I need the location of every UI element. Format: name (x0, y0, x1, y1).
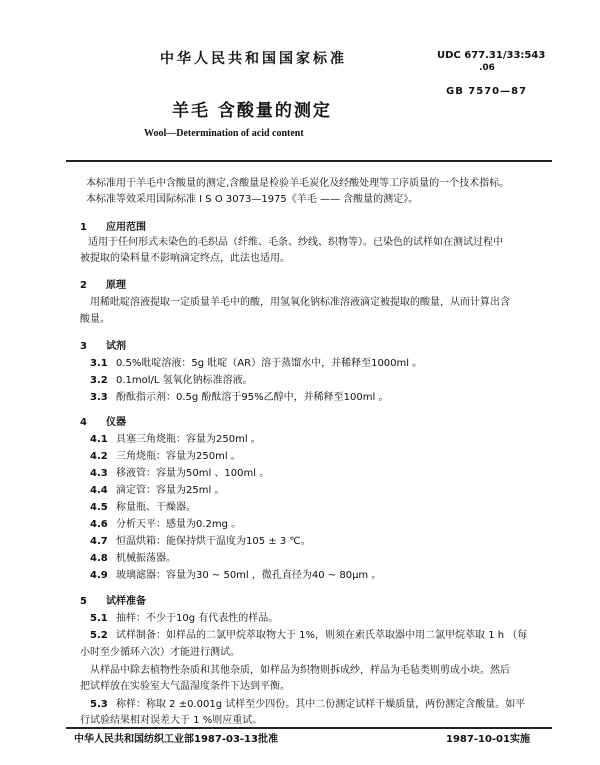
item-number: 4.2 (90, 451, 108, 462)
section-number: 2 (80, 280, 87, 291)
list-item (90, 535, 311, 549)
section-2-heading (80, 276, 126, 291)
section-number: 4 (80, 417, 87, 428)
section-5-paragraph-line-2: 把试样放在实验室大气温湿度条件下达到平衡。 (80, 681, 290, 692)
section-title: 仪器 (106, 417, 126, 428)
section-title: 试剂 (106, 341, 126, 352)
list-item (90, 467, 269, 481)
item-number: 4.1 (90, 434, 108, 445)
footer-divider (66, 727, 552, 729)
item-number: 5.2 (90, 630, 108, 641)
section-2-line-1: 用稀吡啶溶液提取一定质量羊毛中的酸，用氢氧化钠标准溶液滴定被提取的酸量，从而计算出含 (90, 297, 510, 308)
item-number: 3.1 (90, 358, 108, 369)
item-number: 4.6 (90, 519, 108, 530)
item-text: 具塞三角烧瓶：容量为250ml 。 (116, 434, 261, 445)
section-title: 原理 (106, 280, 126, 291)
list-item (90, 698, 525, 712)
item-text: 分析天平：感量为0.2mg 。 (116, 519, 242, 530)
item-number: 5.1 (90, 613, 108, 624)
document-title-english: Wool—Determination of acid content (144, 128, 304, 139)
intro-paragraph-2: 本标准等效采用国际标准 I S O 3073—1975《羊毛 —— 含酸量的测定》。 (86, 194, 419, 205)
section-number: 3 (80, 341, 87, 352)
item-number: 4.7 (90, 536, 108, 547)
header-divider (66, 160, 552, 162)
item-continuation: 小时至少循环六次）才能进行测试。 (80, 647, 240, 658)
item-number: 4.4 (90, 485, 108, 496)
item-text: 玻璃滤器：容量为30 ~ 50ml ，微孔直径为40 ~ 80μm 。 (116, 570, 382, 581)
list-item (90, 552, 176, 566)
item-continuation: 行试验结果相对误差大于 1 %则应重试。 (80, 715, 263, 726)
item-number: 3.3 (90, 392, 108, 403)
item-text: 恒温烘箱：能保持烘干温度为105 ± 3 ℃。 (116, 536, 311, 547)
item-text: 移液管：容量为50ml 、100ml 。 (116, 468, 270, 479)
section-1-heading (80, 218, 146, 233)
item-text: 抽样：不少于10g 有代表性的样品。 (116, 613, 279, 624)
list-item (90, 391, 388, 405)
item-text: 称量瓶、干燥器。 (116, 502, 196, 513)
item-number: 4.5 (90, 502, 108, 513)
implementation-date: 1987-10-01实施 (446, 734, 530, 745)
section-title: 试样准备 (106, 596, 146, 607)
item-number: 4.8 (90, 553, 108, 564)
list-item (90, 433, 261, 447)
document-title: 羊毛 含酸量的测定 (172, 101, 332, 121)
list-item (90, 450, 241, 464)
list-item (90, 518, 241, 532)
section-title: 应用范围 (106, 222, 146, 233)
list-item (90, 374, 253, 388)
section-2-line-2: 酸量。 (80, 314, 110, 325)
item-number: 3.2 (90, 375, 108, 386)
section-5-paragraph-line-1: 从样品中除去植物性杂质和其他杂质，如样品为织物则拆成纱，样品为毛毡类则剪成小块。然后 (90, 665, 510, 676)
item-number: 5.3 (90, 699, 108, 710)
item-text: 机械振荡器。 (116, 553, 176, 564)
list-item (90, 484, 224, 498)
list-item (90, 357, 422, 371)
item-number: 4.9 (90, 570, 108, 581)
item-number: 4.3 (90, 468, 108, 479)
section-5-heading (80, 592, 146, 607)
intro-paragraph-1: 本标准用于羊毛中含酸量的测定,含酸量是检验羊毛炭化及经酸处理等工序质量的一个技术指标。 (86, 178, 510, 189)
item-text: 三角烧瓶：容量为250ml 。 (116, 451, 241, 462)
list-item (90, 629, 527, 643)
udc-code: UDC 677.31/33:543 (437, 50, 546, 61)
udc-code-suffix: .06 (479, 63, 495, 73)
item-text: 酚酞指示剂：0.5g 酚酞溶于95%乙醇中，并稀释至100ml 。 (116, 392, 389, 403)
item-text: 0.1mol/L 氢氧化钠标准溶液。 (116, 375, 253, 386)
section-number: 1 (80, 222, 87, 233)
section-number: 5 (80, 596, 87, 607)
list-item (90, 501, 196, 515)
list-item (90, 569, 381, 583)
item-text: 0.5%吡啶溶液：5g 吡啶（AR）溶于蒸馏水中，并稀释至1000ml 。 (116, 358, 423, 369)
section-1-line-1: 适用于任何形式未染色的毛织品（纤维、毛条、纱线、织物等）。已染色的试样如在测试过程中 (88, 237, 503, 248)
gb-standard-number: GB 7570—87 (446, 86, 528, 97)
issuing-authority-title: 中华人民共和国国家标准 (160, 51, 347, 67)
list-item (90, 612, 278, 626)
item-text: 试样制备：如样品的二氯甲烷萃取物大于 1%，则须在索氏萃取器中用二氯甲烷萃取 1 h （每 (116, 630, 528, 641)
section-4-heading (80, 413, 126, 428)
section-3-heading (80, 337, 126, 352)
approval-note: 中华人民共和国纺织工业部1987-03-13批准 (74, 734, 278, 745)
item-text: 称样：称取 2 ±0.001g 试样至少四份。其中二份测定试样干燥质量，两份测定含酸量。如平 (116, 699, 526, 710)
item-text: 滴定管：容量为25ml 。 (116, 485, 225, 496)
section-1-line-2: 被提取的染料量不影响滴定终点，此法也适用。 (80, 253, 290, 264)
